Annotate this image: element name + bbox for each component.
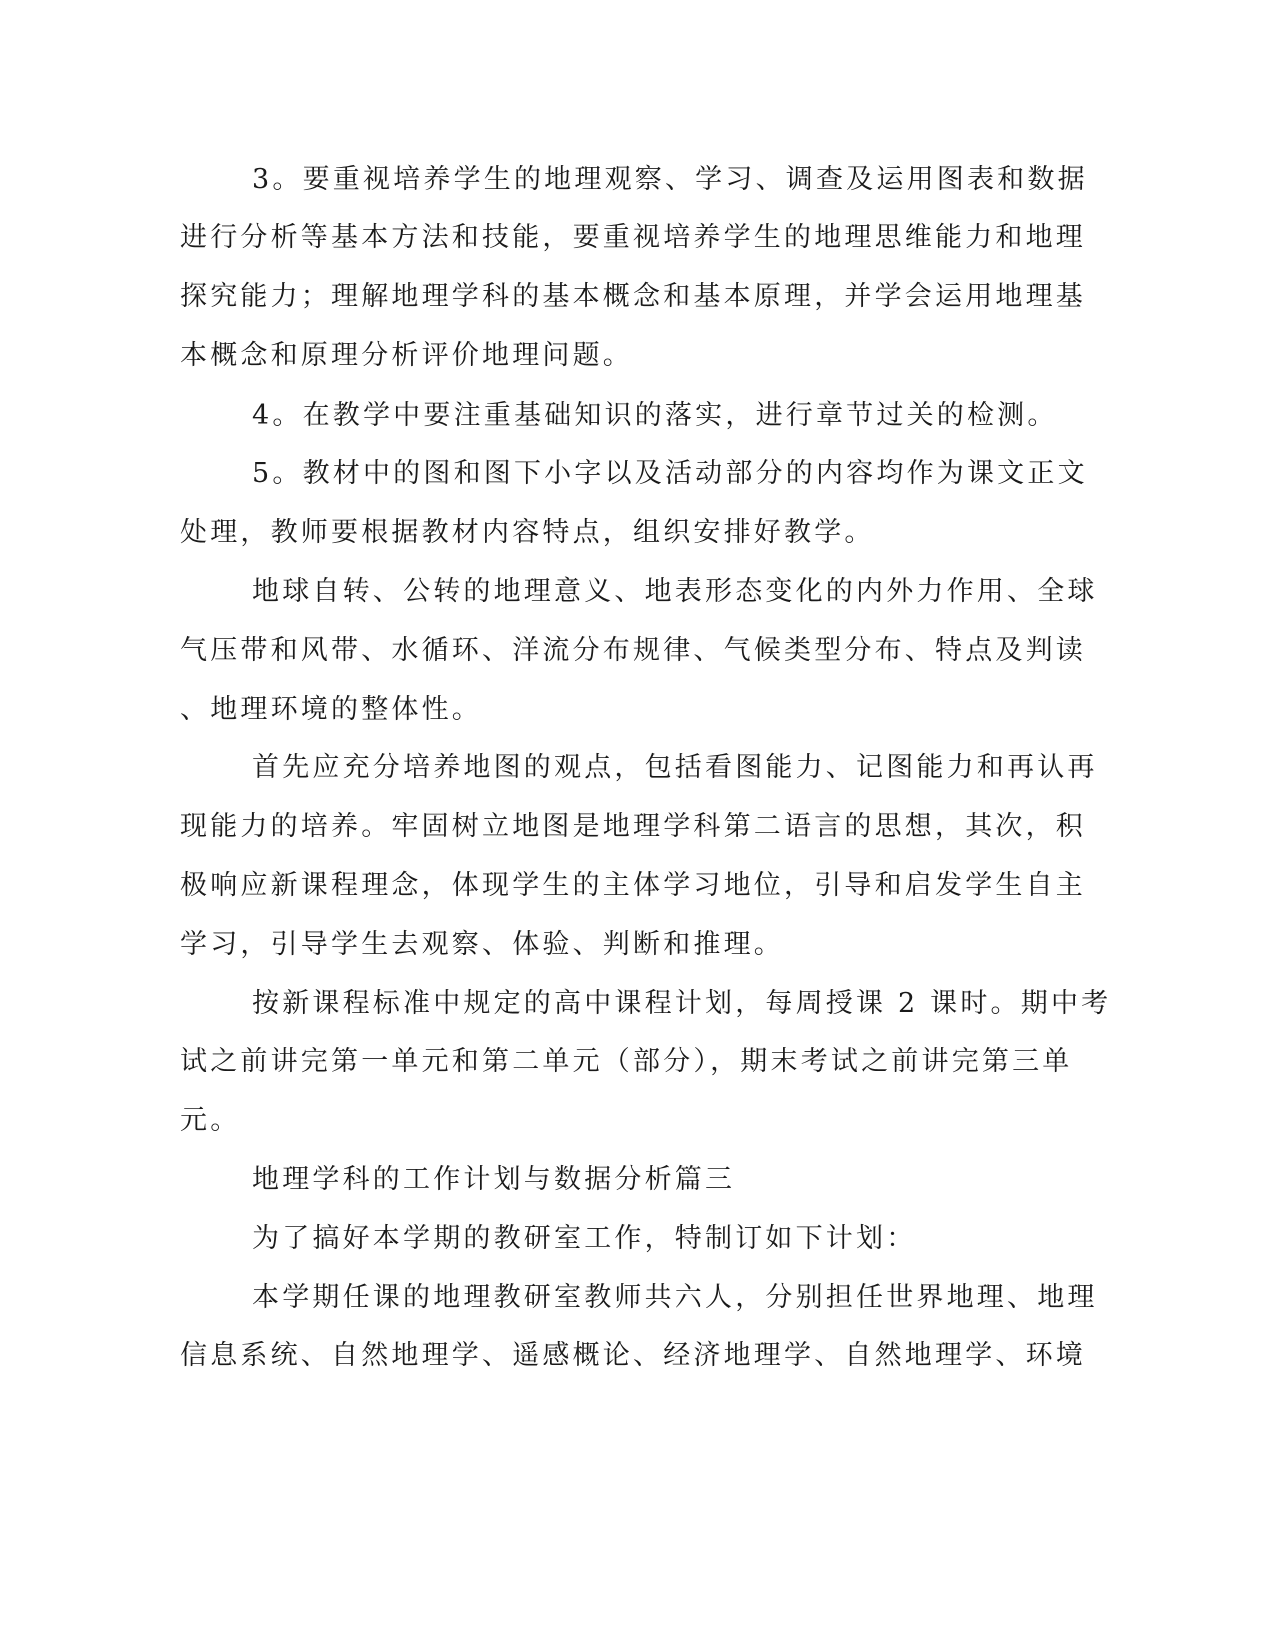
text-line: 本概念和原理分析评价地理问题。 [180, 340, 633, 371]
text-line: 探究能力；理解地理学科的基本概念和基本原理，并学会运用地理基 [180, 281, 1086, 312]
text-line: 为了搞好本学期的教研室工作，特制订如下计划： [252, 1223, 917, 1254]
text-line: 3。要重视培养学生的地理观察、学习、调查及运用图表和数据 [252, 164, 1088, 195]
text-line: 学习，引导学生去观察、体验、判断和推理。 [180, 929, 784, 960]
text-line: 元。 [180, 1105, 241, 1136]
text-line: 极响应新课程理念，体现学生的主体学习地位，引导和启发学生自主 [180, 870, 1086, 901]
section-heading: 地理学科的工作计划与数据分析篇三 [252, 1164, 736, 1195]
text-line: 4。在教学中要注重基础知识的落实，进行章节过关的检测。 [252, 400, 1058, 431]
text-line: 、地理环境的整体性。 [180, 694, 482, 725]
text-line: 现能力的培养。牢固树立地图是地理学科第二语言的思想，其次，积 [180, 811, 1086, 842]
text-line: 进行分析等基本方法和技能，要重视培养学生的地理思维能力和地理 [180, 222, 1086, 253]
text-line: 气压带和风带、水循环、洋流分布规律、气候类型分布、特点及判读 [180, 635, 1086, 666]
text-line: 本学期任课的地理教研室教师共六人，分别担任世界地理、地理 [252, 1282, 1098, 1313]
text-line: 试之前讲完第一单元和第二单元（部分），期末考试之前讲完第三单 [180, 1046, 1073, 1077]
text-line: 5。教材中的图和图下小字以及活动部分的内容均作为课文正文 [252, 458, 1088, 489]
text-line: 地球自转、公转的地理意义、地表形态变化的内外力作用、全球 [252, 576, 1098, 607]
text-line: 信息系统、自然地理学、遥感概论、经济地理学、自然地理学、环境 [180, 1340, 1086, 1371]
text-line: 处理，教师要根据教材内容特点，组织安排好教学。 [180, 517, 875, 548]
text-line: 按新课程标准中规定的高中课程计划，每周授课 2 课时。期中考 [252, 988, 1112, 1019]
text-line: 首先应充分培养地图的观点，包括看图能力、记图能力和再认再 [252, 752, 1098, 783]
